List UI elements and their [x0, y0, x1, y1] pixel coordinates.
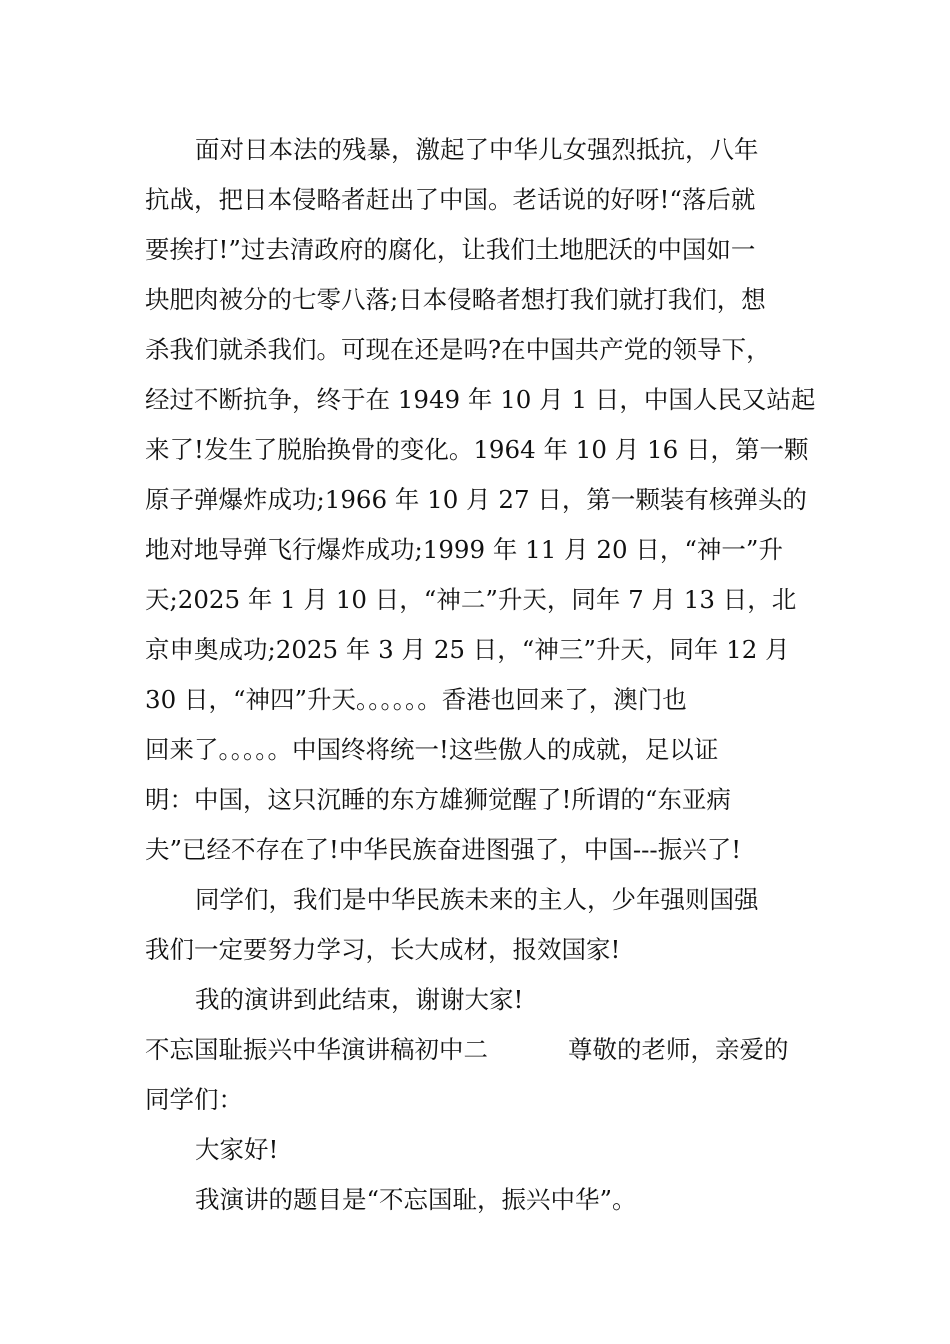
- text-line-4: 块肥肉被分的七零八落;日本侵略者想打我们就打我们，想: [145, 285, 766, 314]
- text-line-18: 我的演讲到此结束，谢谢大家!: [195, 985, 524, 1014]
- text-line-7: 来了!发生了脱胎换骨的变化。1964 年 10 月 16 日，第一颗: [145, 435, 809, 464]
- text-line-15: 夫”已经不存在了!中华民族奋进图强了，中国---振兴了!: [145, 835, 742, 864]
- text-line-5: 杀我们就杀我们。可现在还是吗?在中国共产党的领导下，: [145, 335, 771, 364]
- text-line-20: 同学们：: [145, 1085, 243, 1114]
- text-line-12: 30 日，“神四”升天。。。。。。香港也回来了，澳门也: [145, 685, 687, 714]
- text-line-16: 同学们，我们是中华民族未来的主人，少年强则国强: [195, 885, 759, 914]
- text-line-21: 大家好!: [195, 1135, 279, 1164]
- text-line-17: 我们一定要努力学习，长大成材，报效国家!: [145, 935, 621, 964]
- text-line-19: [0, 1030, 950, 1070]
- text-line-2: 抗战，把日本侵略者赶出了中国。老话说的好呀!“落后就: [145, 185, 756, 214]
- text-line-11: 京申奥成功;2025 年 3 月 25 日，“神三”升天，同年 12 月: [145, 635, 790, 664]
- text-line-13: 回来了。。。。。中国终将统一!这些傲人的成就，足以证: [145, 735, 719, 764]
- text-line-1: 面对日本法的残暴，激起了中华儿女强烈抵抗，八年: [195, 135, 759, 164]
- salutation: 尊敬的老师，亲爱的: [568, 1035, 789, 1064]
- article-title: 不忘国耻振兴中华演讲稿初中二: [145, 1035, 488, 1064]
- text-line-8: 原子弹爆炸成功;1966 年 10 月 27 日，第一颗装有核弹头的: [145, 485, 807, 514]
- text-line-22: 我演讲的题目是“不忘国耻，振兴中华”。: [195, 1185, 637, 1214]
- text-line-14: 明：中国，这只沉睡的东方雄狮觉醒了!所谓的“东亚病: [145, 785, 731, 814]
- text-line-6: 经过不断抗争，终于在 1949 年 10 月 1 日，中国人民又站起: [145, 385, 816, 414]
- text-line-10: 天;2025 年 1 月 10 日，“神二”升天，同年 7 月 13 日，北: [145, 585, 797, 614]
- text-line-9: 地对地导弹飞行爆炸成功;1999 年 11 月 20 日，“神一”升: [145, 535, 783, 564]
- text-line-3: 要挨打!”过去清政府的腐化，让我们土地肥沃的中国如一: [145, 235, 756, 264]
